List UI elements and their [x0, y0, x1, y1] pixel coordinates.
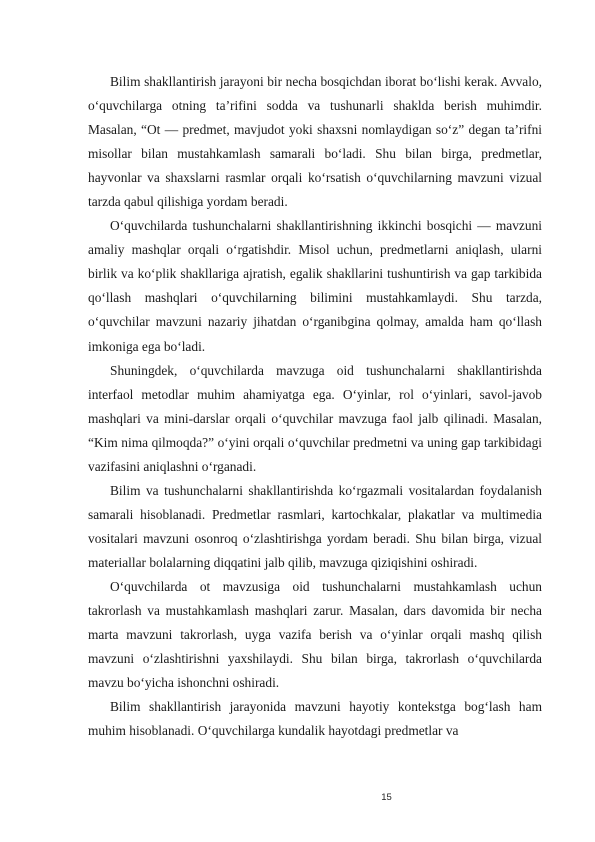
- paragraph-5: O‘quvchilarda ot mavzusiga oid tushunchalarni mustahkamlash uchun takrorlash va mustahkamlash mashqlari zarur. Masalan, dars davomida bir necha marta mavzuni takrorlash, uyga vazifa berish va o‘yinlar orqali mashq qilish mavzuni o‘zlashtirishni yaxshilaydi. Shu bilan birga, takrorlash o‘quvchilarda mavzu bo‘yicha ishonchni oshiradi.: [88, 578, 542, 691]
- page-number: 15: [381, 792, 392, 803]
- paragraph-4: Bilim va tushunchalarni shakllantirishda ko‘rgazmali vositalardan foydalanish samarali hisoblanadi. Predmetlar rasmlari, kartochkalar, plakatlar va multimedia vositalari mavzuni osonroq o‘zlashtirishga yordam beradi. Shu bilan birga, vizual materiallar bolalarning diqqatini jalb qilib, mavzuga qiziqishini oshiradi.: [88, 482, 542, 570]
- paragraph-6: Bilim shakllantirish jarayonida mavzuni hayotiy kontekstga bog‘lash ham muhim hisoblanadi. O‘quvchilarga kundalik hayotdagi predmetlar va: [88, 699, 542, 739]
- paragraph-3: Shuningdek, o‘quvchilarda mavzuga oid tushunchalarni shakllantirishda interfaol metodlar muhim ahamiyatga ega. O‘yinlar, rol o‘yinlari, savol-javob mashqlari va mini-darslar orqali o‘quvchilar mavzuga faol jalb qilinadi. Masalan, “Kim nima qilmoqda?” o‘yini orqali o‘quvchilar predmetni va uning gap tarkibidagi vazifasini aniqlashni o‘rganadi.: [88, 362, 542, 474]
- paragraph-1: Bilim shakllantirish jarayoni bir necha bosqichdan iborat bo‘lishi kerak. Avvalo, o‘quvchilarga otning ta’rifini sodda va tushunarli shaklda berish muhimdir. Masalan, “Ot — predmet, mavjudot yoki shaxsni nomlaydigan so‘z” degan ta’rifni misollar bilan mustahkamlash samarali bo‘ladi. Shu bilan birga, predmetlar, hayvonlar va shaxslarni rasmlar orqali ko‘rsatish o‘quvchilarning mavzuni vizual tarzda qabul qilishiga yordam beradi.: [88, 74, 542, 210]
- paragraph-2: O‘quvchilarda tushunchalarni shakllantirishning ikkinchi bosqichi — mavzuni amaliy mashqlar orqali o‘rgatishdir. Misol uchun, predmetlarni aniqlash, ularni birlik va ko‘plik shakllariga ajratish, egalik shakllarini tushuntirish va gap tarkibida qo‘llash mashqlari o‘quvchilarning bilimini mustahkamlaydi. Shu tarzda, o‘quvchilar mavzuni nazariy jihatdan o‘rganibgina qolmay, amalda ham qo‘llash imkoniga ega bo‘ladi.: [88, 218, 542, 354]
- body-text: [88, 70, 542, 743]
